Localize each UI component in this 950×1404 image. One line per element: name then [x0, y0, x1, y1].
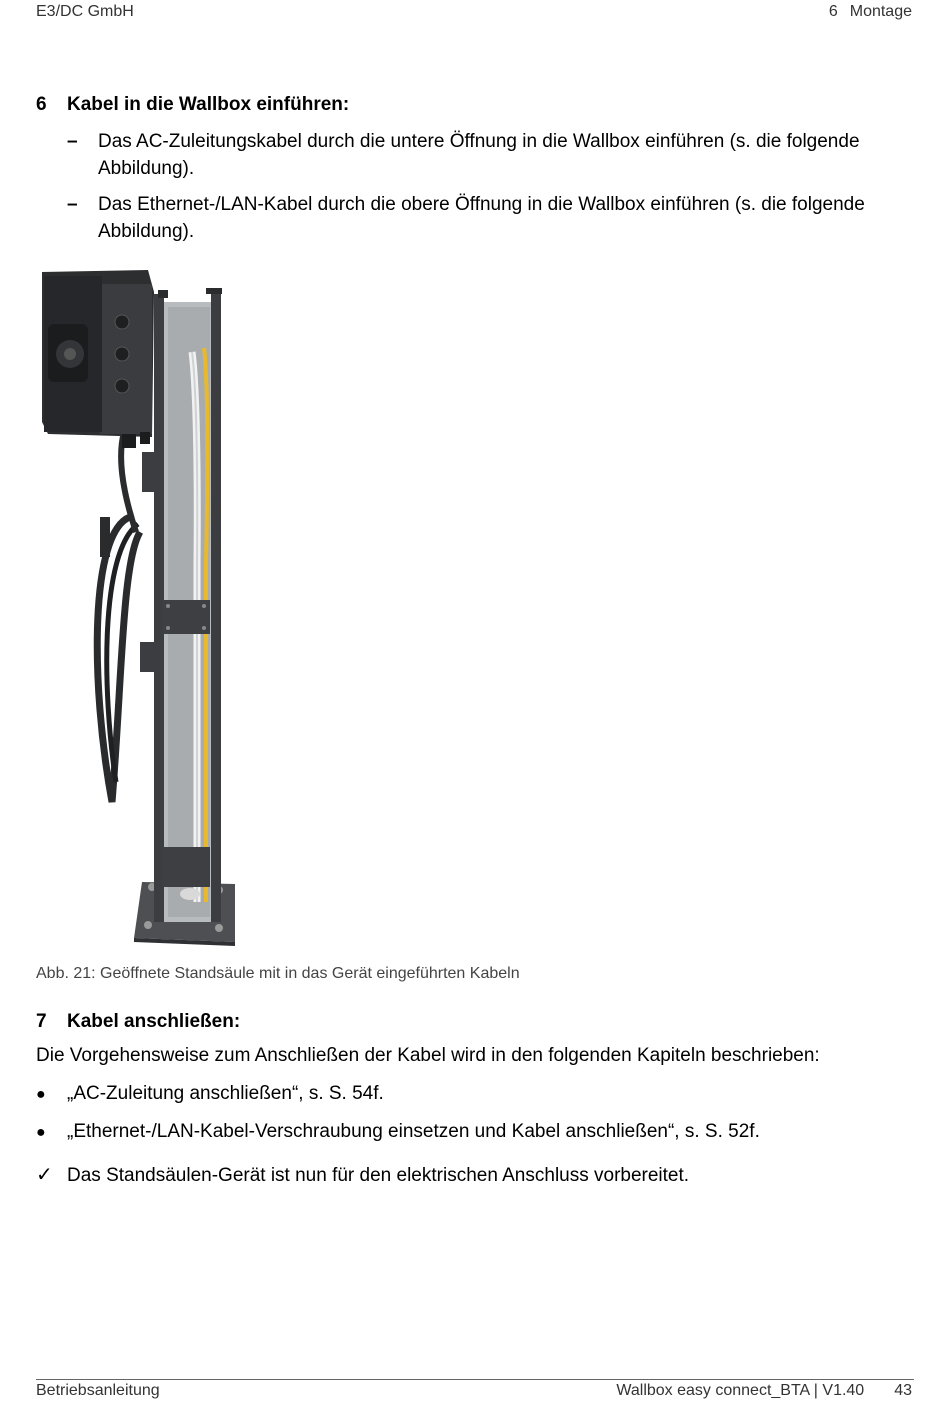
step-6-item-text: Das Ethernet-/LAN-Kabel durch die obere Öffnung in die Wallbox einführen (s. die folgende Abbildung). [98, 194, 865, 242]
header-chapter-number: 6 [828, 3, 838, 20]
list-item [36, 1083, 384, 1105]
step-6-item [67, 191, 912, 245]
page-number: 43 [894, 1382, 912, 1399]
footer-left: Betriebsanleitung [36, 1382, 160, 1399]
figure-caption: Abb. 21: Geöffnete Standsäule mit in das Gerät eingeführten Kabeln [36, 965, 520, 982]
header-chapter-title: Montage [849, 3, 912, 20]
footer-right [616, 1382, 912, 1400]
list-item [36, 1121, 760, 1143]
list-item-text: „Ethernet-/LAN-Kabel-Verschraubung einsetzen und Kabel anschließen“, s. S. 52f. [67, 1121, 760, 1142]
step-7-intro: Die Vorgehensweise zum Anschließen der Kabel wird in den folgenden Kapiteln beschrieben: [36, 1045, 820, 1066]
result-text: Das Standsäulen-Gerät ist nun für den elektrischen Anschluss vorbereitet. [67, 1165, 690, 1186]
step-7-number: 7 [36, 1011, 47, 1032]
wallbox-pillar-image [30, 262, 280, 952]
footer-document: Wallbox easy connect_BTA | V1.40 [616, 1382, 865, 1399]
step-6-heading [36, 94, 349, 116]
bullet-icon: ● [36, 1086, 46, 1103]
step-6-item [67, 128, 912, 182]
dash-marker: – [67, 194, 78, 215]
step-7-heading [36, 1011, 240, 1033]
step-6-number: 6 [36, 94, 47, 115]
list-item-text: „AC-Zuleitung anschließen“, s. S. 54f. [67, 1083, 384, 1104]
step-7-title: Kabel anschließen: [67, 1011, 241, 1032]
header-chapter [829, 3, 912, 21]
dash-marker: – [67, 131, 78, 152]
step-6-item-text: Das AC-Zuleitungskabel durch die untere Öffnung in die Wallbox einführen (s. die folgende Abbildung). [98, 131, 860, 179]
bullet-icon: ● [36, 1124, 46, 1141]
header-company: E3/DC GmbH [36, 3, 134, 20]
checkmark-icon: ✓ [36, 1164, 53, 1186]
footer-divider [36, 1379, 914, 1380]
result-line [36, 1162, 689, 1187]
step-6-title: Kabel in die Wallbox einführen: [67, 94, 350, 115]
